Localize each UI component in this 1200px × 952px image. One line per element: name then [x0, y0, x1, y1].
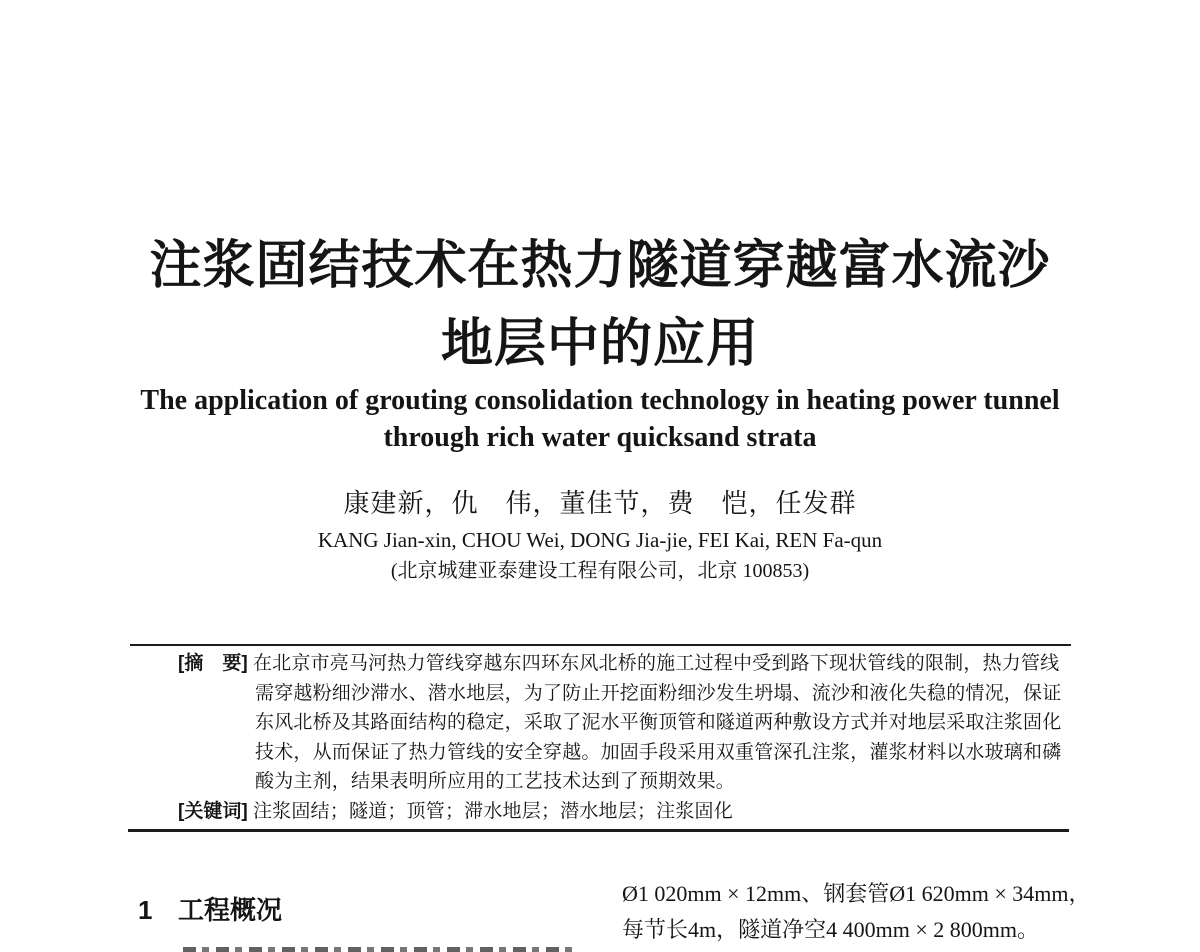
abstract-line: 东风北桥及其路面结构的稳定，采取了泥水平衡顶管和隧道两种敷设方式并对地层采取注浆固化 [255, 712, 1062, 733]
abstract-line: 酸为主剂，结果表明所应用的工艺技术达到了预期效果。 [255, 771, 736, 792]
keywords-line [178, 797, 1064, 827]
article-title-en-line2: through rich water quicksand strata [383, 422, 817, 453]
abstract-block [178, 649, 1064, 826]
abstract-line [178, 649, 1064, 679]
body-text-line: Ø1 020mm × 12mm、钢套管Ø1 620mm × 34mm， [622, 881, 1091, 906]
abstract-line: 技术，从而保证了热力管线的安全穿越。加固手段采用双重管深孔注浆，灌浆材料以水玻璃和磷 [255, 741, 1062, 763]
authors-english: KANG Jian-xin, CHOU Wei, DONG Jia-jie, FEI Kai, REN Fa-qun [317, 528, 883, 552]
section-heading-1 [138, 894, 583, 926]
article-title-en-line1: The application of grouting consolidation technology in heating power tunnel [140, 385, 1060, 416]
section-number: 1 [138, 895, 153, 925]
clipped-text-line [183, 947, 578, 952]
article-title-zh [0, 228, 1200, 384]
body-column-left [138, 880, 583, 926]
body-column-right [622, 876, 1092, 948]
keywords-label: [关键词] [178, 800, 248, 822]
article-title-zh-line1: 注浆固结技术在热力隧道穿越富水流沙 [149, 238, 1051, 295]
authors-chinese: 康建新，仇 伟，董佳节，费 恺，任发群 [343, 489, 857, 518]
body-text-line: 每节长4m，隧道净空4 400mm × 2 800mm。 [622, 917, 1039, 942]
article-title-zh-line2: 地层中的应用 [440, 316, 759, 373]
affiliation: (北京城建亚泰建设工程有限公司，北京 100853) [390, 560, 810, 582]
divider-bottom [128, 829, 1069, 832]
divider-top [130, 644, 1071, 646]
abstract-line: 需穿越粉细沙滞水、潜水地层，为了防止开挖面粉细沙发生坍塌、流沙和液化失稳的情况，保证 [255, 682, 1062, 704]
abstract-label: [摘 要] [178, 653, 248, 674]
keywords-text: 注浆固结；隧道；顶管；滞水地层；潜水地层；注浆固化 [252, 800, 733, 822]
abstract-text-line1: 在北京市亮马河热力管线穿越东四环东风北桥的施工过程中受到路下现状管线的限制，热力管线 [252, 653, 1060, 674]
article-title-en [0, 382, 1200, 456]
section-title: 工程概况 [178, 895, 283, 925]
